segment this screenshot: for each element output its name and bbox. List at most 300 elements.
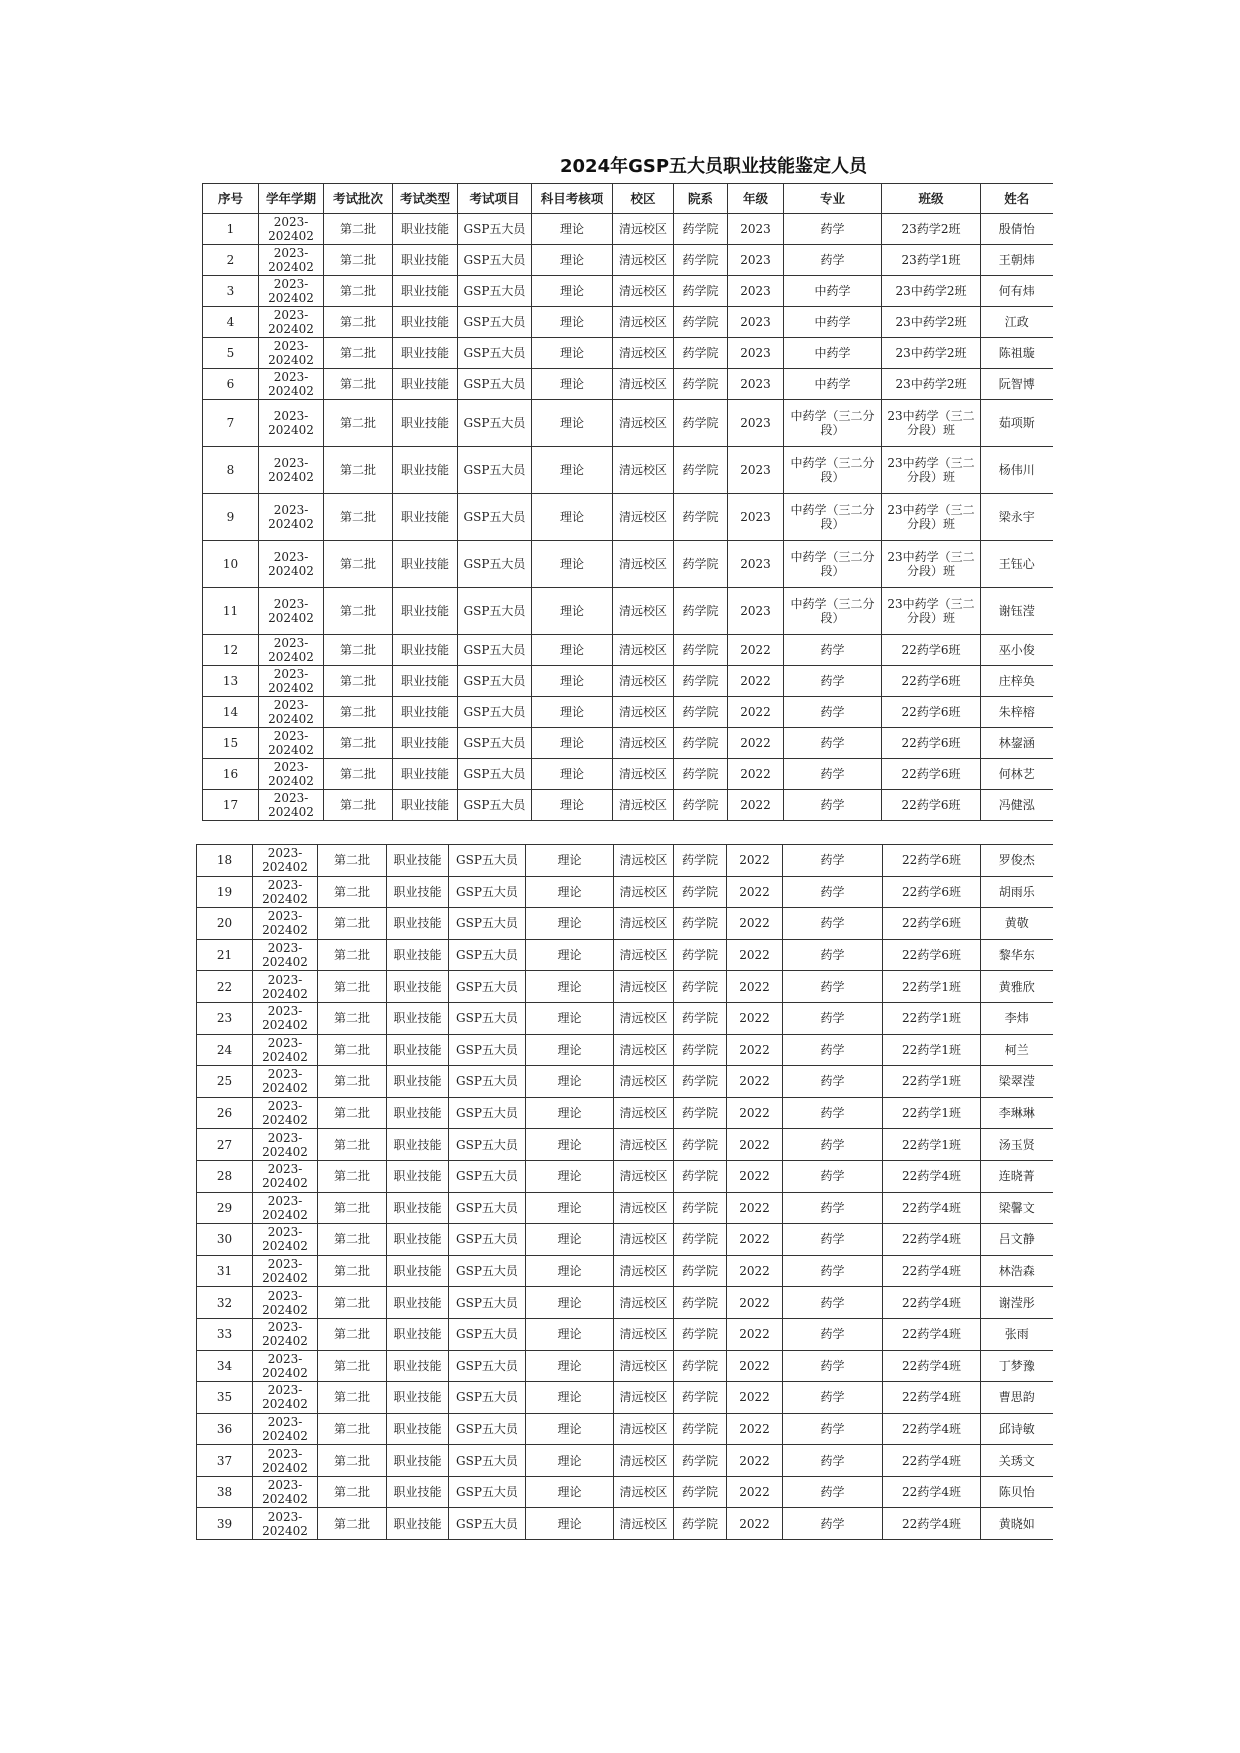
major-cell: 药学 [783, 1476, 883, 1508]
table-row [197, 1318, 1053, 1350]
table-row [203, 588, 1053, 635]
semester-line1: 2023- [267, 1035, 303, 1050]
department-cell: 药学院 [674, 1192, 727, 1224]
exam-type-cell: 职业技能 [393, 245, 458, 276]
exam-type-cell: 职业技能 [387, 1066, 449, 1098]
grade-cell: 2023 [728, 447, 784, 494]
campus-cell: 清远校区 [614, 1413, 674, 1445]
department-cell: 药学院 [674, 697, 728, 728]
grade-cell: 2022 [727, 876, 783, 908]
subject-cell: 理论 [532, 447, 613, 494]
row-number-cell: 24 [197, 1034, 253, 1066]
major-cell: 药学 [783, 1508, 883, 1540]
table-row [203, 307, 1053, 338]
batch-cell: 第二批 [324, 494, 393, 541]
major-cell: 中药学（三二分段） [784, 400, 882, 447]
exam-project-cell: GSP五大员 [458, 588, 532, 635]
grade-cell: 2022 [727, 1476, 783, 1508]
batch-cell: 第二批 [318, 876, 387, 908]
major-cell: 药学 [783, 1287, 883, 1319]
subject-cell: 理论 [526, 1382, 614, 1414]
department-cell: 药学院 [674, 908, 727, 940]
exam-type-cell: 职业技能 [387, 971, 449, 1003]
subject-cell: 理论 [526, 939, 614, 971]
batch-cell: 第二批 [324, 369, 393, 400]
semester-cell [259, 276, 324, 307]
exam-type-cell: 职业技能 [387, 1508, 449, 1540]
name-cell: 冯健泓 [981, 790, 1053, 821]
campus-cell: 清远校区 [614, 1318, 674, 1350]
subject-cell: 理论 [532, 245, 613, 276]
exam-project-cell: GSP五大员 [449, 1129, 526, 1161]
subject-cell: 理论 [532, 728, 613, 759]
semester-line2: 202402 [262, 1460, 308, 1475]
grade-cell: 2022 [728, 635, 784, 666]
major-cell: 中药学 [784, 276, 882, 307]
exam-type-cell: 职业技能 [393, 635, 458, 666]
semester-line1: 2023- [273, 308, 309, 322]
table-row [203, 245, 1053, 276]
semester-cell [253, 1160, 318, 1192]
exam-type-cell: 职业技能 [387, 1350, 449, 1382]
class-cell: 23中药学（三二分段）班 [882, 447, 981, 494]
row-number-cell: 12 [203, 635, 259, 666]
semester-line2: 202402 [268, 805, 314, 819]
class-cell: 22药学1班 [883, 1034, 981, 1066]
major-cell: 中药学 [784, 369, 882, 400]
campus-cell: 清远校区 [613, 276, 674, 307]
batch-cell: 第二批 [318, 1287, 387, 1319]
table-row [197, 939, 1053, 971]
semester-line2: 202402 [262, 860, 308, 875]
semester-line2: 202402 [262, 1492, 308, 1507]
class-cell: 23药学2班 [882, 214, 981, 245]
row-number-cell: 28 [197, 1160, 253, 1192]
grade-cell: 2022 [727, 1508, 783, 1540]
class-cell: 22药学1班 [883, 1066, 981, 1098]
semester-line1: 2023- [267, 909, 303, 924]
semester-line2: 202402 [262, 1081, 308, 1096]
department-cell: 药学院 [674, 1097, 727, 1129]
batch-cell: 第二批 [318, 1382, 387, 1414]
department-cell: 药学院 [674, 1160, 727, 1192]
class-cell: 22药学4班 [883, 1224, 981, 1256]
name-cell: 丁梦豫 [981, 1350, 1053, 1382]
row-number-cell: 17 [203, 790, 259, 821]
major-cell: 药学 [783, 1350, 883, 1382]
table-row [197, 1382, 1053, 1414]
exam-project-cell: GSP五大员 [449, 908, 526, 940]
department-cell: 药学院 [674, 369, 728, 400]
semester-cell [253, 1129, 318, 1161]
table-row [203, 338, 1053, 369]
row-number-cell: 11 [203, 588, 259, 635]
class-cell: 22药学6班 [883, 908, 981, 940]
column-header: 考试类型 [393, 184, 458, 214]
campus-cell: 清远校区 [613, 541, 674, 588]
grade-cell: 2022 [727, 1129, 783, 1161]
major-cell: 药学 [783, 1413, 883, 1445]
name-cell: 陈祖璇 [981, 338, 1053, 369]
name-cell: 李炜 [981, 1002, 1053, 1034]
grade-cell: 2022 [727, 1097, 783, 1129]
class-cell: 23中药学2班 [882, 276, 981, 307]
row-number-cell: 34 [197, 1350, 253, 1382]
row-number-cell: 35 [197, 1382, 253, 1414]
exam-project-cell: GSP五大员 [449, 1066, 526, 1098]
major-cell: 药学 [783, 1445, 883, 1477]
name-cell: 杨伟川 [981, 447, 1053, 494]
batch-cell: 第二批 [318, 1318, 387, 1350]
grade-cell: 2022 [728, 666, 784, 697]
batch-cell: 第二批 [318, 908, 387, 940]
subject-cell: 理论 [526, 1066, 614, 1098]
name-cell: 张雨 [981, 1318, 1053, 1350]
major-cell: 中药学 [784, 307, 882, 338]
class-cell: 23中药学（三二分段）班 [882, 588, 981, 635]
semester-line2: 202402 [262, 1176, 308, 1191]
class-cell: 22药学4班 [883, 1160, 981, 1192]
subject-cell: 理论 [526, 1129, 614, 1161]
semester-line2: 202402 [262, 891, 308, 906]
campus-cell: 清远校区 [613, 666, 674, 697]
grade-cell: 2023 [728, 245, 784, 276]
department-cell: 药学院 [674, 666, 728, 697]
campus-cell: 清远校区 [613, 759, 674, 790]
department-cell: 药学院 [674, 400, 728, 447]
subject-cell: 理论 [526, 1350, 614, 1382]
name-cell: 吕文静 [981, 1224, 1053, 1256]
row-number-cell: 29 [197, 1192, 253, 1224]
subject-cell: 理论 [526, 1413, 614, 1445]
table-row [197, 1097, 1053, 1129]
semester-line1: 2023- [267, 1130, 303, 1145]
semester-line1: 2023- [273, 667, 309, 681]
exam-type-cell: 职业技能 [387, 1192, 449, 1224]
name-cell: 王钰心 [981, 541, 1053, 588]
campus-cell: 清远校区 [614, 876, 674, 908]
name-cell: 林浩森 [981, 1255, 1053, 1287]
semester-line2: 202402 [262, 1049, 308, 1064]
grade-cell: 2022 [727, 845, 783, 877]
table-row [203, 635, 1053, 666]
column-header: 序号 [203, 184, 259, 214]
table-row [197, 1160, 1053, 1192]
exam-project-cell: GSP五大员 [449, 1476, 526, 1508]
subject-cell: 理论 [526, 1192, 614, 1224]
campus-cell: 清远校区 [614, 1002, 674, 1034]
class-cell: 22药学6班 [883, 876, 981, 908]
semester-line1: 2023- [267, 1509, 303, 1524]
semester-line1: 2023- [273, 456, 309, 470]
semester-cell [253, 1034, 318, 1066]
exam-project-cell: GSP五大员 [449, 845, 526, 877]
semester-cell [253, 971, 318, 1003]
major-cell: 药学 [783, 876, 883, 908]
semester-line1: 2023- [267, 1320, 303, 1335]
batch-cell: 第二批 [324, 214, 393, 245]
class-cell: 22药学4班 [883, 1192, 981, 1224]
row-number-cell: 37 [197, 1445, 253, 1477]
class-cell: 22药学1班 [883, 1097, 981, 1129]
semester-line1: 2023- [273, 597, 309, 611]
grade-cell: 2022 [728, 759, 784, 790]
major-cell: 药学 [784, 666, 882, 697]
table-row [197, 1129, 1053, 1161]
batch-cell: 第二批 [318, 1255, 387, 1287]
batch-cell: 第二批 [324, 697, 393, 728]
semester-line2: 202402 [268, 564, 314, 578]
grade-cell: 2022 [728, 728, 784, 759]
semester-line2: 202402 [262, 1207, 308, 1222]
major-cell: 药学 [783, 1097, 883, 1129]
exam-project-cell: GSP五大员 [458, 245, 532, 276]
department-cell: 药学院 [674, 214, 728, 245]
name-cell: 梁馨文 [981, 1192, 1053, 1224]
name-cell: 殷倩怡 [981, 214, 1053, 245]
name-cell: 王朝炜 [981, 245, 1053, 276]
name-cell: 茹项斯 [981, 400, 1053, 447]
campus-cell: 清远校区 [614, 1066, 674, 1098]
subject-cell: 理论 [532, 588, 613, 635]
batch-cell: 第二批 [324, 447, 393, 494]
class-cell: 23中药学（三二分段）班 [882, 494, 981, 541]
exam-type-cell: 职业技能 [387, 1476, 449, 1508]
grade-cell: 2022 [727, 1445, 783, 1477]
grade-cell: 2022 [727, 1160, 783, 1192]
subject-cell: 理论 [532, 307, 613, 338]
table-row [203, 728, 1053, 759]
subject-cell: 理论 [526, 1445, 614, 1477]
semester-cell [259, 728, 324, 759]
exam-project-cell: GSP五大员 [458, 307, 532, 338]
exam-type-cell: 职业技能 [393, 369, 458, 400]
class-cell: 23药学1班 [882, 245, 981, 276]
class-cell: 22药学4班 [883, 1508, 981, 1540]
row-number-cell: 19 [197, 876, 253, 908]
exam-type-cell: 职业技能 [393, 276, 458, 307]
exam-type-cell: 职业技能 [387, 1034, 449, 1066]
table-row [203, 759, 1053, 790]
exam-project-cell: GSP五大员 [458, 447, 532, 494]
exam-project-cell: GSP五大员 [449, 1255, 526, 1287]
grade-cell: 2023 [728, 588, 784, 635]
semester-line2: 202402 [268, 470, 314, 484]
table-row [203, 400, 1053, 447]
exam-type-cell: 职业技能 [387, 1129, 449, 1161]
exam-type-cell: 职业技能 [393, 447, 458, 494]
subject-cell: 理论 [526, 908, 614, 940]
semester-line1: 2023- [267, 1193, 303, 1208]
subject-cell: 理论 [526, 876, 614, 908]
row-number-cell: 15 [203, 728, 259, 759]
subject-cell: 理论 [526, 1287, 614, 1319]
batch-cell: 第二批 [318, 845, 387, 877]
semester-line1: 2023- [267, 972, 303, 987]
row-number-cell: 30 [197, 1224, 253, 1256]
department-cell: 药学院 [674, 1350, 727, 1382]
row-number-cell: 1 [203, 214, 259, 245]
row-number-cell: 7 [203, 400, 259, 447]
major-cell: 药学 [783, 1002, 883, 1034]
grade-cell: 2022 [727, 971, 783, 1003]
semester-line1: 2023- [273, 277, 309, 291]
name-cell: 曹思韵 [981, 1382, 1053, 1414]
subject-cell: 理论 [532, 759, 613, 790]
semester-cell [259, 214, 324, 245]
table-row [197, 876, 1053, 908]
table-row [197, 908, 1053, 940]
campus-cell: 清远校区 [613, 728, 674, 759]
exam-project-cell: GSP五大员 [449, 1508, 526, 1540]
class-cell: 22药学4班 [883, 1255, 981, 1287]
class-cell: 22药学6班 [882, 728, 981, 759]
semester-line1: 2023- [273, 760, 309, 774]
row-number-cell: 21 [197, 939, 253, 971]
subject-cell: 理论 [526, 1002, 614, 1034]
department-cell: 药学院 [674, 1318, 727, 1350]
row-number-cell: 33 [197, 1318, 253, 1350]
campus-cell: 清远校区 [614, 1508, 674, 1540]
name-cell: 朱梓榕 [981, 697, 1053, 728]
table-row [203, 666, 1053, 697]
major-cell: 中药学（三二分段） [784, 447, 882, 494]
semester-line2: 202402 [262, 1144, 308, 1159]
column-header: 科目考核项 [532, 184, 613, 214]
batch-cell: 第二批 [324, 338, 393, 369]
exam-project-cell: GSP五大员 [458, 759, 532, 790]
subject-cell: 理论 [526, 1318, 614, 1350]
semester-line1: 2023- [267, 1257, 303, 1272]
semester-line2: 202402 [268, 517, 314, 531]
semester-cell [253, 1255, 318, 1287]
exam-type-cell: 职业技能 [387, 939, 449, 971]
semester-line1: 2023- [267, 1099, 303, 1114]
semester-cell [253, 876, 318, 908]
batch-cell: 第二批 [318, 971, 387, 1003]
batch-cell: 第二批 [318, 1224, 387, 1256]
campus-cell: 清远校区 [613, 214, 674, 245]
semester-cell [259, 666, 324, 697]
department-cell: 药学院 [674, 759, 728, 790]
exam-type-cell: 职业技能 [387, 1413, 449, 1445]
batch-cell: 第二批 [318, 1129, 387, 1161]
row-number-cell: 39 [197, 1508, 253, 1540]
name-cell: 林鋆涵 [981, 728, 1053, 759]
semester-line2: 202402 [268, 774, 314, 788]
table-row [197, 1224, 1053, 1256]
semester-cell [253, 939, 318, 971]
campus-cell: 清远校区 [614, 1255, 674, 1287]
major-cell: 药学 [783, 1160, 883, 1192]
grade-cell: 2023 [728, 307, 784, 338]
exam-project-cell: GSP五大员 [458, 697, 532, 728]
name-cell: 李琳琳 [981, 1097, 1053, 1129]
semester-line1: 2023- [267, 1351, 303, 1366]
exam-project-cell: GSP五大员 [458, 276, 532, 307]
batch-cell: 第二批 [318, 1002, 387, 1034]
exam-type-cell: 职业技能 [387, 1382, 449, 1414]
semester-line2: 202402 [262, 1271, 308, 1286]
department-cell: 药学院 [674, 1382, 727, 1414]
semester-line1: 2023- [267, 1383, 303, 1398]
grade-cell: 2023 [728, 369, 784, 400]
campus-cell: 清远校区 [613, 369, 674, 400]
semester-line1: 2023- [273, 409, 309, 423]
semester-line1: 2023- [267, 846, 303, 861]
batch-cell: 第二批 [318, 1097, 387, 1129]
subject-cell: 理论 [532, 276, 613, 307]
class-cell: 22药学1班 [883, 971, 981, 1003]
batch-cell: 第二批 [318, 1350, 387, 1382]
semester-line1: 2023- [267, 1478, 303, 1493]
semester-cell [253, 1192, 318, 1224]
major-cell: 药学 [783, 1382, 883, 1414]
row-number-cell: 36 [197, 1413, 253, 1445]
semester-cell [253, 1002, 318, 1034]
class-cell: 23中药学2班 [882, 369, 981, 400]
campus-cell: 清远校区 [614, 1445, 674, 1477]
major-cell: 中药学（三二分段） [784, 494, 882, 541]
semester-cell [259, 759, 324, 790]
semester-line1: 2023- [273, 698, 309, 712]
column-header: 专业 [784, 184, 882, 214]
column-header: 校区 [613, 184, 674, 214]
subject-cell: 理论 [532, 400, 613, 447]
subject-cell: 理论 [532, 697, 613, 728]
table-row [197, 1476, 1053, 1508]
semester-line2: 202402 [262, 923, 308, 938]
semester-line1: 2023- [267, 1162, 303, 1177]
campus-cell: 清远校区 [614, 1129, 674, 1161]
semester-line1: 2023- [267, 1225, 303, 1240]
department-cell: 药学院 [674, 245, 728, 276]
name-cell: 巫小俊 [981, 635, 1053, 666]
table-row [203, 541, 1053, 588]
row-number-cell: 4 [203, 307, 259, 338]
exam-project-cell: GSP五大员 [449, 1318, 526, 1350]
campus-cell: 清远校区 [613, 790, 674, 821]
department-cell: 药学院 [674, 1255, 727, 1287]
roster-table-page-part-1 [202, 183, 1053, 821]
batch-cell: 第二批 [324, 728, 393, 759]
campus-cell: 清远校区 [614, 1350, 674, 1382]
major-cell: 药学 [783, 1318, 883, 1350]
semester-line2: 202402 [262, 1302, 308, 1317]
semester-cell [259, 541, 324, 588]
grade-cell: 2022 [727, 1287, 783, 1319]
subject-cell: 理论 [526, 1476, 614, 1508]
department-cell: 药学院 [674, 845, 727, 877]
grade-cell: 2022 [727, 1413, 783, 1445]
semester-line2: 202402 [268, 681, 314, 695]
exam-project-cell: GSP五大员 [449, 1002, 526, 1034]
subject-cell: 理论 [532, 666, 613, 697]
exam-project-cell: GSP五大员 [449, 1160, 526, 1192]
table-row [197, 1034, 1053, 1066]
department-cell: 药学院 [674, 1002, 727, 1034]
campus-cell: 清远校区 [614, 1224, 674, 1256]
name-cell: 胡雨乐 [981, 876, 1053, 908]
table-row [197, 1350, 1053, 1382]
semester-line1: 2023- [273, 339, 309, 353]
row-number-cell: 6 [203, 369, 259, 400]
subject-cell: 理论 [532, 790, 613, 821]
semester-line2: 202402 [262, 1018, 308, 1033]
batch-cell: 第二批 [324, 541, 393, 588]
class-cell: 22药学6班 [883, 845, 981, 877]
name-cell: 阮智博 [981, 369, 1053, 400]
